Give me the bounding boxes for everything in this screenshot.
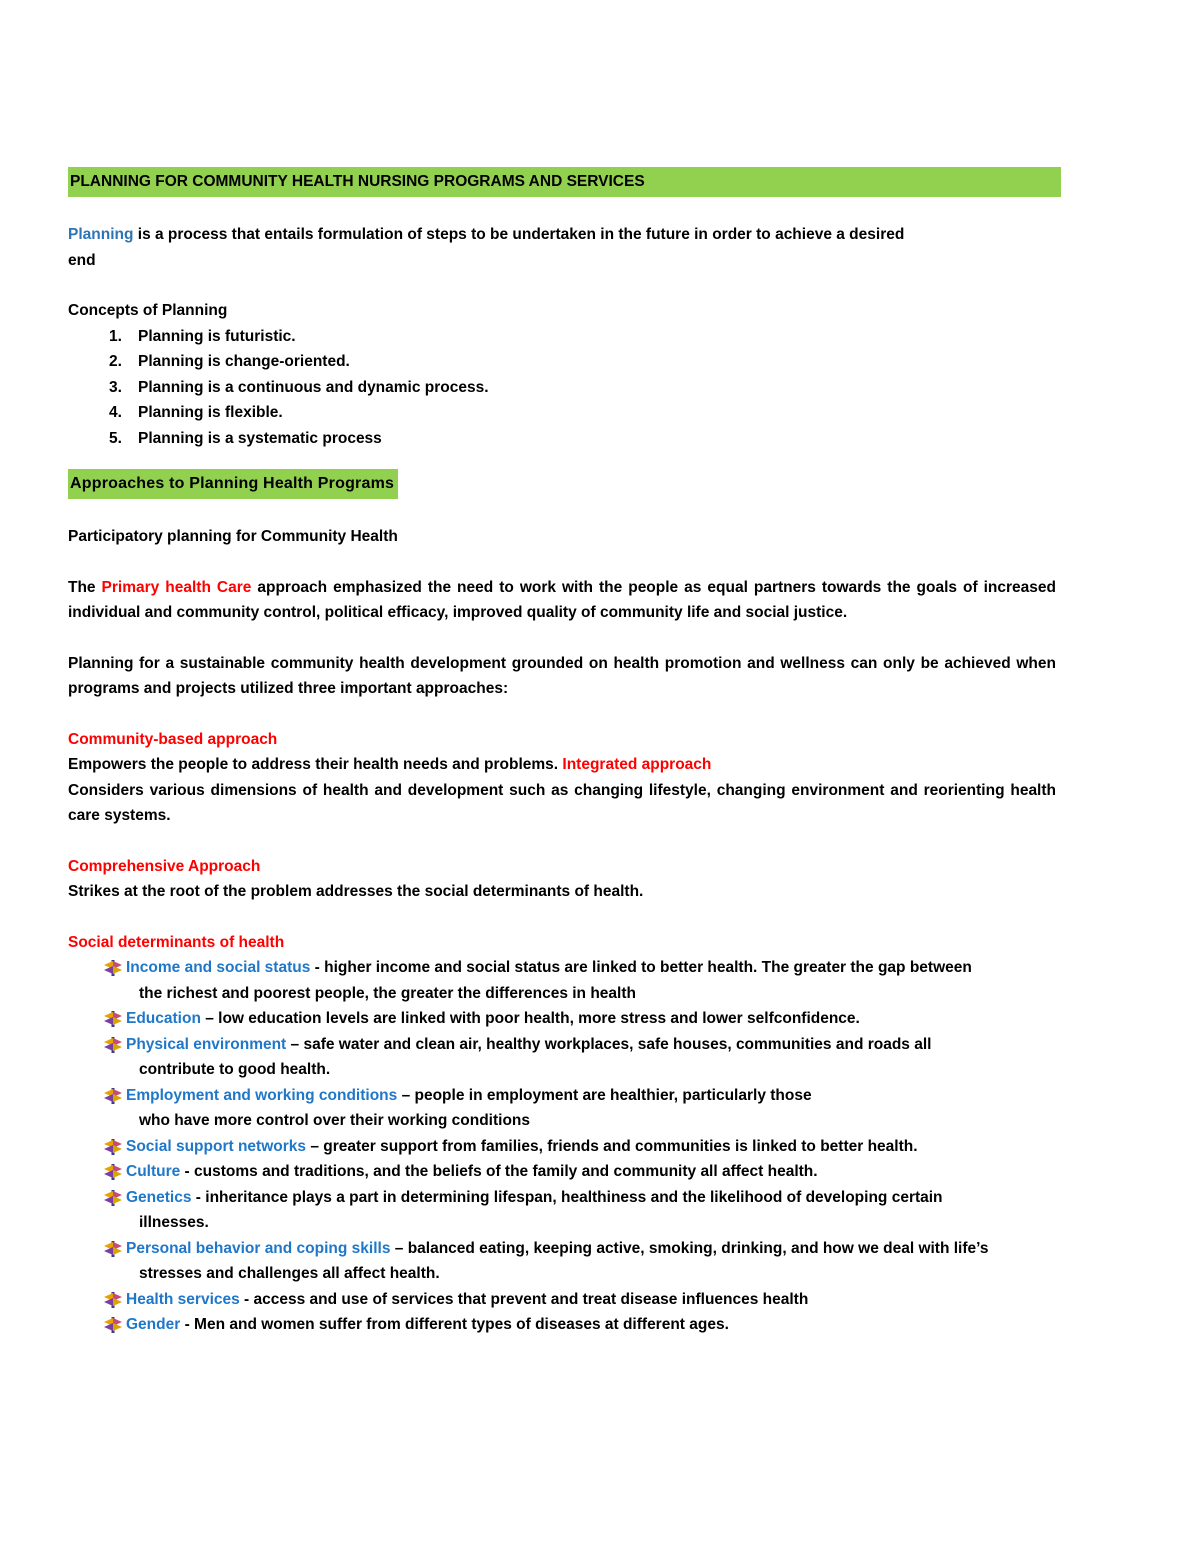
determinant-text: customs and traditions, and the beliefs of the family and community all affect health. — [194, 1163, 818, 1180]
arrow-bullet-icon — [104, 1164, 122, 1180]
determinant-text: balanced eating, keeping active, smoking, drinking, and how we deal with life’s — [407, 1239, 989, 1257]
concepts-list — [68, 324, 1063, 452]
list-item: 1. Planning is futuristic. — [109, 327, 296, 345]
planning-term: Planning — [68, 226, 134, 243]
determinant-text-cont: contribute to good health. — [139, 1061, 331, 1078]
list-item: 4. Planning is flexible. — [109, 404, 283, 421]
comprehensive-heading: Comprehensive Approach — [68, 857, 261, 875]
determinant-text: people in employment are healthier, particularly those — [414, 1086, 812, 1104]
determinant-text-cont: who have more control over their working conditions — [139, 1112, 530, 1129]
phc-term: Primary health Care — [101, 578, 252, 596]
community-based-heading: Community-based approach — [68, 730, 278, 748]
determinant-term: Physical environment — [126, 1035, 287, 1053]
determinant-text: low education levels are linked with poor health, more stress and lower selfconfidence. — [218, 1010, 860, 1027]
phc-paragraph: The Primary health Care approach emphasized the need to work with the people as equal partners towards the goals of increased individual and community control, political efficacy, improved quality of community life and social justice. — [68, 578, 1056, 621]
integrated-heading: Integrated approach — [562, 756, 712, 773]
determinant-term: Personal behavior and coping skills — [126, 1239, 391, 1257]
arrow-bullet-icon — [104, 1037, 122, 1053]
list-item: Personal behavior and coping skills – balanced eating, keeping active, smoking, drinking, and how we deal with life’s stresses and challenges all affect health. — [68, 1236, 1056, 1287]
arrow-bullet-icon — [104, 1241, 122, 1257]
list-item: Social support networks – greater support from families, friends and communities is linked to better health. — [68, 1134, 1056, 1160]
determinant-term: Genetics — [126, 1188, 192, 1206]
sustainable-paragraph: Planning for a sustainable community health development grounded on health promotion and wellness can only be achieved when programs and projects utilized three important approaches: — [68, 654, 1056, 697]
determinant-term: Gender — [126, 1316, 181, 1333]
determinant-text-cont: the richest and poorest people, the greater the differences in health — [139, 984, 636, 1002]
definition-text: is a process that entails formulation of steps to be undertaken in the future in order to achieve a desired — [133, 226, 905, 243]
list-item: Employment and working conditions – people in employment are healthier, particularly those who have more control over their working conditions — [68, 1083, 1056, 1134]
arrow-bullet-icon — [104, 1190, 122, 1206]
community-based-text: Empowers the people to address their health needs and problems. Integrated approach — [68, 756, 712, 773]
list-item: Education – low education levels are linked with poor health, more stress and lower selfconfidence. — [68, 1006, 1056, 1032]
arrow-bullet-icon — [104, 1011, 122, 1027]
determinant-term: Income and social status — [126, 959, 311, 976]
determinant-text-cont: stresses and challenges all affect health. — [139, 1265, 440, 1282]
list-item: 5. Planning is a systematic process — [109, 429, 382, 447]
arrow-bullet-icon — [104, 1088, 122, 1104]
determinant-term: Health services — [126, 1290, 240, 1308]
document-title: PLANNING FOR COMMUNITY HEALTH NURSING PROGRAMS AND SERVICES — [68, 167, 1061, 197]
determinants-heading: Social determinants of health — [68, 933, 285, 951]
determinant-term: Culture — [126, 1163, 181, 1180]
list-item: Gender - Men and women suffer from different types of diseases at different ages. — [68, 1312, 1056, 1338]
determinant-term: Education — [126, 1010, 201, 1027]
determinant-text: inheritance plays a part in determining lifespan, healthiness and the likelihood of developing certain — [205, 1188, 943, 1206]
arrow-bullet-icon — [104, 1292, 122, 1308]
list-item: Health services - access and use of services that prevent and treat disease influences health — [68, 1287, 1056, 1313]
determinant-text-cont: illnesses. — [139, 1214, 209, 1231]
participatory-heading: Participatory planning for Community Health — [68, 528, 398, 545]
determinant-text: safe water and clean air, healthy workplaces, safe houses, communities and roads all — [303, 1035, 932, 1053]
list-item: Genetics - inheritance plays a part in determining lifespan, healthiness and the likelihood of developing certain illnesses. — [68, 1185, 1056, 1236]
determinant-term: Social support networks — [126, 1137, 307, 1155]
determinant-term: Employment and working conditions — [126, 1086, 398, 1104]
list-item: 3. Planning is a continuous and dynamic process. — [109, 378, 489, 396]
arrow-bullet-icon — [104, 1317, 122, 1333]
definition-text-end: end — [68, 251, 96, 269]
determinant-text: greater support from families, friends and communities is linked to better health. — [323, 1137, 918, 1155]
arrow-bullet-icon — [104, 1139, 122, 1155]
comprehensive-text: Strikes at the root of the problem addresses the social determinants of health. — [68, 883, 644, 900]
concepts-heading: Concepts of Planning — [68, 302, 228, 319]
list-item: Physical environment – safe water and clean air, healthy workplaces, safe houses, communities and roads all contribute to good health. — [68, 1032, 1056, 1083]
determinant-text: higher income and social status are linked to better health. The greater the gap between — [324, 959, 972, 976]
approaches-heading: Approaches to Planning Health Programs — [68, 469, 398, 499]
list-item: Culture - customs and traditions, and the beliefs of the family and community all affect health. — [68, 1159, 1056, 1185]
determinant-text: Men and women suffer from different types of diseases at different ages. — [194, 1316, 729, 1333]
determinants-list — [68, 955, 1056, 1338]
planning-definition — [68, 222, 1063, 248]
integrated-text: Considers various dimensions of health and development such as changing lifestyle, changing environment and reorienting health care systems. — [68, 781, 1056, 824]
arrow-bullet-icon — [104, 960, 122, 976]
list-item: Income and social status - higher income and social status are linked to better health. The greater the gap between the richest and poorest people, the greater the differences in health — [68, 955, 1056, 1006]
list-item: 2. Planning is change-oriented. — [109, 353, 350, 370]
determinant-text: access and use of services that prevent and treat disease influences health — [253, 1290, 809, 1308]
